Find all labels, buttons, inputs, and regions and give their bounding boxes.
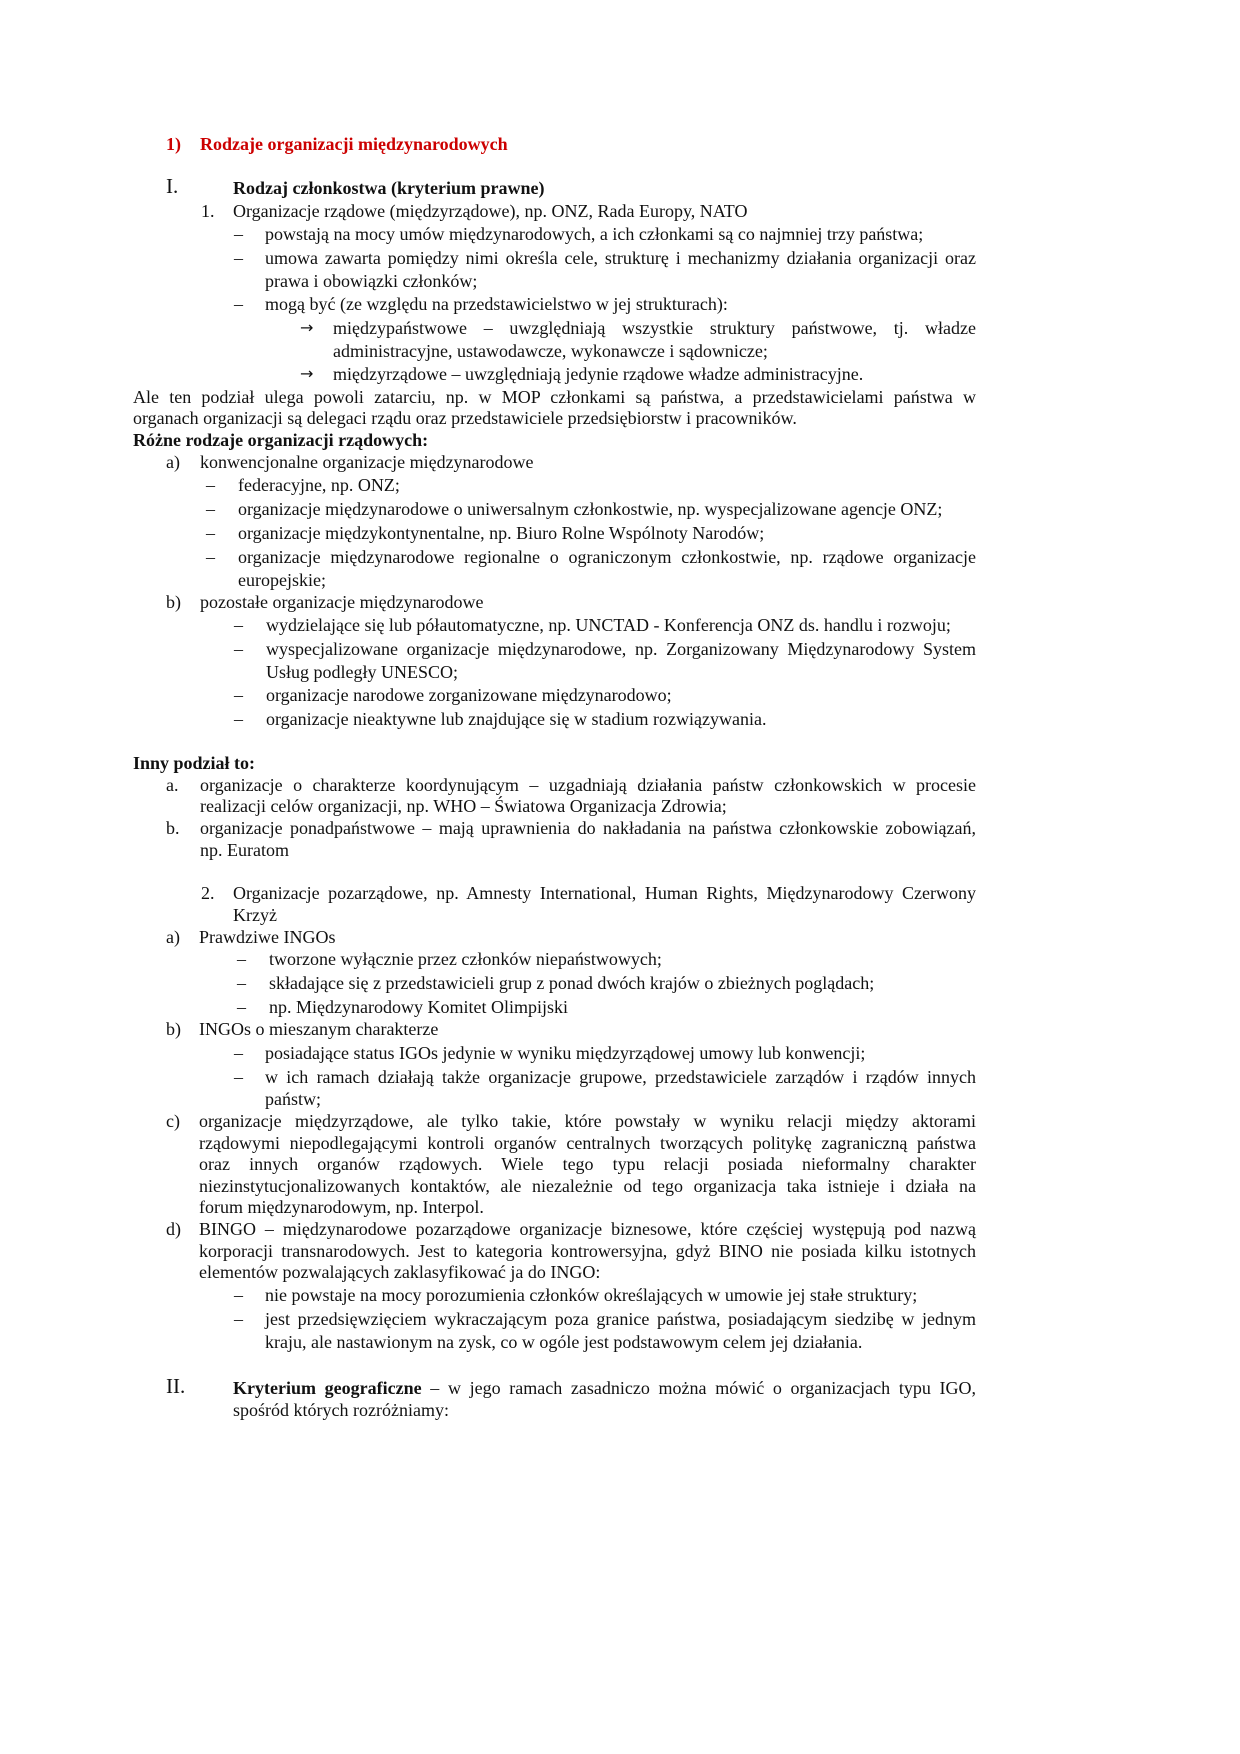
list-item-text: np. Euratom <box>200 840 289 860</box>
bullet-text: mogą być (ze względu na przedstawicielstwo w jej strukturach): <box>265 294 728 314</box>
dash-marker: – <box>234 1067 243 1087</box>
paragraph-line: BINGO – międzynarodowe pozarządowe organizacje biznesowe, które częściej występują pod nazwą <box>199 1219 976 1239</box>
group-title: konwencjonalne organizacje międzynarodowe <box>200 452 534 472</box>
arrow-item-text: administracyjne, ustawodawcze, wykonawcze i sądownicze; <box>333 341 768 361</box>
subheading-inny: Inny podział to: <box>133 753 256 773</box>
heading-title: Rodzaje organizacji międzynarodowych <box>200 134 508 154</box>
dash-marker: – <box>234 685 243 705</box>
list-item-text: organizacje ponadpaństwowe – mają uprawnienia do nakładania na państwa członkowskie zobowiązań, <box>200 818 976 838</box>
dash-marker: – <box>234 1309 243 1329</box>
dash-marker: – <box>234 248 243 268</box>
bullet-text: organizacje nieaktywne lub znajdujące się w stadium rozwiązywania. <box>266 709 767 729</box>
dash-marker: – <box>234 615 243 635</box>
arrow-item-text: międzyrządowe – uwzględniają jedynie rządowe władze administracyjne. <box>333 364 864 384</box>
list-item-text: organizacje o charakterze koordynującym – uzgadniają działania państw członkowskich w procesie <box>200 775 976 795</box>
item-2-text: Organizacje pozarządowe, np. Amnesty International, Human Rights, Międzynarodowy Czerwony <box>233 883 976 903</box>
item-2-number: 2. <box>201 883 215 903</box>
bullet-text: organizacje narodowe zorganizowane międzynarodowo; <box>266 685 672 705</box>
list-marker: a. <box>166 775 179 795</box>
group-title: Prawdziwe INGOs <box>199 927 336 947</box>
section-ii-line <box>233 1376 976 1400</box>
dash-marker: – <box>237 997 246 1017</box>
paragraph-line: forum międzynarodowym, np. Interpol. <box>199 1197 484 1217</box>
subheading-rodzaje: Różne rodzaje organizacji rządowych: <box>133 430 429 450</box>
bullet-text: powstają na mocy umów międzynarodowych, a ich członkami są co najmniej trzy państwa; <box>265 224 924 244</box>
dash-marker: – <box>237 949 246 969</box>
dash-marker: – <box>234 224 243 244</box>
list-marker: d) <box>166 1219 181 1239</box>
paragraph-line: niezinstytucjonalizowanych kontaktów, ale niezależnie od tego organizacja taka istnieje i działa na <box>199 1176 976 1196</box>
list-marker: a) <box>166 452 180 472</box>
bullet-text: wyspecjalizowane organizacje międzynarodowe, np. Zorganizowany Międzynarodowy System <box>266 639 976 659</box>
dash-marker: – <box>234 294 243 314</box>
bullet-text: jest przedsięwzięciem wykraczającym poza granice państwa, posiadającym siedzibę w jednym <box>265 1309 976 1329</box>
heading-number: 1) <box>166 134 181 154</box>
bullet-text: prawa i obowiązki członków; <box>265 271 478 291</box>
paragraph-line: organizacje międzyrządowe, ale tylko takie, które powstały w wyniku relacji między aktorami <box>199 1111 976 1131</box>
paragraph-line: organach organizacji są delegaci rządu oraz przedstawiciele przedsiębiorstw i pracowników. <box>133 408 797 428</box>
bullet-text: federacyjne, np. ONZ; <box>238 475 400 495</box>
bullet-text: europejskie; <box>238 570 326 590</box>
section-ii-rest: – w jego ramach zasadniczo można mówić o organizacjach typu IGO, <box>421 1378 977 1398</box>
section-ii-numeral: II. <box>166 1374 186 1398</box>
bullet-text: kraju, ale nastawionym na zysk, co w ogóle jest podstawowym celem jej działania. <box>265 1332 863 1352</box>
list-marker: b) <box>166 592 181 612</box>
paragraph-line: oraz innych organów rządowych. Wiele tego typu relacji posiada nieformalny charakter <box>199 1154 976 1174</box>
dash-marker: – <box>234 1285 243 1305</box>
section-ii-line: spośród których rozróżniamy: <box>233 1400 449 1420</box>
dash-marker: – <box>206 499 215 519</box>
list-marker: a) <box>166 927 180 947</box>
bullet-text: składające się z przedstawicieli grup z ponad dwóch krajów o zbieżnych poglądach; <box>269 973 875 993</box>
list-marker: c) <box>166 1111 180 1131</box>
list-marker: b) <box>166 1019 181 1039</box>
paragraph-line: rządowymi niepodlegającymi kontroli organów centralnych tworzących politykę zagraniczną państwa <box>199 1133 976 1153</box>
group-title: INGOs o mieszanym charakterze <box>199 1019 439 1039</box>
dash-marker: – <box>237 973 246 993</box>
dash-marker: – <box>206 523 215 543</box>
section-ii-title: Kryterium geograficzne <box>233 1378 422 1398</box>
arrow-marker: → <box>300 318 314 337</box>
list-marker: b. <box>166 818 180 838</box>
item-1-title: Organizacje rządowe (międzyrządowe), np. ONZ, Rada Europy, NATO <box>233 201 748 221</box>
bullet-text: nie powstaje na mocy porozumienia członków określających w umowie jej stałe struktury; <box>265 1285 918 1305</box>
dash-marker: – <box>234 639 243 659</box>
bullet-text: w ich ramach działają także organizacje grupowe, przedstawiciele zarządów i rządów innych <box>265 1067 976 1087</box>
bullet-text: wydzielające się lub półautomatyczne, np. UNCTAD - Konferencja ONZ ds. handlu i rozwoju; <box>266 615 951 635</box>
group-title: pozostałe organizacje międzynarodowe <box>200 592 484 612</box>
bullet-text: organizacje międzynarodowe regionalne o ograniczonym członkostwie, np. rządowe organizacje <box>238 547 976 567</box>
section-i-title: Rodzaj członkostwa (kryterium prawne) <box>233 178 545 198</box>
paragraph-line: korporacji transnarodowych. Jest to kategoria kontrowersyjna, gdyż BINO nie posiada kilku istotnych <box>199 1241 976 1261</box>
bullet-text: umowa zawarta pomiędzy nimi określa cele, strukturę i mechanizmy działania organizacji oraz <box>265 248 976 268</box>
bullet-text: organizacje międzynarodowe o uniwersalnym członkostwie, np. wyspecjalizowane agencje ONZ; <box>238 499 943 519</box>
bullet-text: tworzone wyłącznie przez członków niepaństwowych; <box>269 949 662 969</box>
arrow-item-text: międzypaństwowe – uwzględniają wszystkie struktury państwowe, tj. władze <box>333 318 976 338</box>
dash-marker: – <box>234 1043 243 1063</box>
bullet-text: organizacje międzykontynentalne, np. Biuro Rolne Wspólnoty Narodów; <box>238 523 765 543</box>
item-1-number: 1. <box>201 201 215 221</box>
bullet-text: państw; <box>265 1089 321 1109</box>
dash-marker: – <box>234 709 243 729</box>
dash-marker: – <box>206 475 215 495</box>
bullet-text: np. Międzynarodowy Komitet Olimpijski <box>269 997 568 1017</box>
arrow-marker: → <box>300 364 314 383</box>
paragraph-line: Ale ten podział ulega powoli zatarciu, np. w MOP członkami są państwa, a przedstawicielami państwa w <box>133 387 976 407</box>
item-2-text: Krzyż <box>233 905 277 925</box>
bullet-text: Usług podległy UNESCO; <box>266 662 459 682</box>
bullet-text: posiadające status IGOs jedynie w wyniku międzyrządowej umowy lub konwencji; <box>265 1043 866 1063</box>
list-item-text: realizacji celów organizacji, np. WHO – Światowa Organizacja Zdrowia; <box>200 796 727 816</box>
paragraph-line: elementów pozwalających zaklasyfikować ja do INGO: <box>199 1262 601 1282</box>
section-i-numeral: I. <box>166 174 179 198</box>
dash-marker: – <box>206 547 215 567</box>
